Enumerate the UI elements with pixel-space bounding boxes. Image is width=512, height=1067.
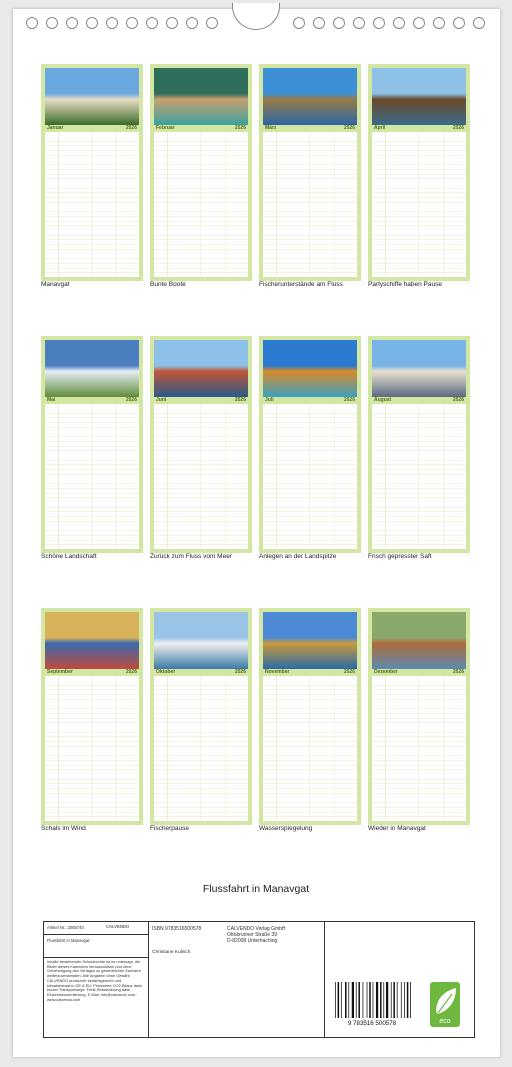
month-year: 2026 [234, 125, 246, 131]
day-grid [263, 132, 357, 277]
month-caption: Frisch gepresster Saft [368, 553, 432, 560]
month-caption: Bunte Boote [150, 281, 186, 288]
month-header [45, 669, 139, 676]
month-sheet [368, 64, 470, 281]
month-header [45, 397, 139, 404]
month-caption: Zurück zum Fluss vom Meer [150, 553, 232, 560]
month-sheet [150, 64, 252, 281]
product-title: Flussfahrt in Manavgat [47, 938, 90, 943]
isbn: ISBN 9783516500578 [152, 926, 202, 932]
binding-ring [206, 17, 218, 29]
month-name: August [374, 397, 392, 403]
calvendo-logo: CALVENDO [106, 924, 130, 929]
month-name: April [374, 125, 386, 131]
binding-ring [353, 17, 365, 29]
binding-ring [433, 17, 445, 29]
footer-left-column [44, 922, 149, 1037]
binding-ring [126, 17, 138, 29]
month-header [154, 397, 248, 404]
month-header [263, 669, 357, 676]
month-sheet [368, 608, 470, 825]
binding-ring [86, 17, 98, 29]
barcode-number: 9 783516 500578 [347, 1020, 397, 1026]
month-name: März [265, 125, 277, 131]
month-sheet [368, 336, 470, 553]
publisher-name: CALVENDO Verlag GmbH [227, 926, 286, 932]
binding-ring [146, 17, 158, 29]
month-caption: Anlegen an der Landspitze [259, 553, 337, 560]
article-number: Artikel Nr.: 2065740 [47, 925, 84, 930]
month-year: 2026 [343, 125, 355, 131]
month-caption: Manavgat [41, 281, 70, 288]
month-header [372, 669, 466, 676]
month-year: 2026 [234, 669, 246, 675]
month-photo [45, 612, 139, 669]
month-caption: Wasserspiegelung [259, 825, 313, 832]
binding-ring [166, 17, 178, 29]
eco-badge [430, 982, 460, 1027]
month-sheet [41, 64, 143, 281]
month-year: 2026 [343, 669, 355, 675]
month-photo [372, 68, 466, 125]
month-caption: Fischerpause [150, 825, 190, 832]
month-header [372, 125, 466, 132]
month-name: Mai [47, 397, 56, 403]
month-sheet [41, 608, 143, 825]
day-grid [372, 676, 466, 821]
month-year: 2026 [234, 397, 246, 403]
month-year: 2026 [125, 125, 137, 131]
month-name: November [265, 669, 290, 675]
month-header [45, 125, 139, 132]
month-year: 2026 [452, 669, 464, 675]
leaf-icon [430, 982, 460, 1027]
month-photo [372, 612, 466, 669]
month-name: Juni [156, 397, 167, 403]
month-caption: Schöne Landschaft [41, 553, 97, 560]
month-header [154, 669, 248, 676]
footer-imprint [43, 921, 475, 1038]
day-grid [45, 404, 139, 549]
month-year: 2026 [452, 125, 464, 131]
month-caption: Partyschiffe haben Pause [368, 281, 442, 288]
month-name: Februar [156, 125, 175, 131]
binding-ring [333, 17, 345, 29]
month-caption: Schals im Wind [41, 825, 86, 832]
day-grid [45, 676, 139, 821]
month-caption: Fischerunterstände am Fluss [259, 281, 343, 288]
month-year: 2026 [125, 669, 137, 675]
day-grid [263, 404, 357, 549]
month-header [263, 125, 357, 132]
binding-ring [106, 17, 118, 29]
month-photo [154, 68, 248, 125]
eco-label: eco [439, 1018, 451, 1025]
month-header [263, 397, 357, 404]
day-grid [154, 132, 248, 277]
month-sheet [150, 608, 252, 825]
day-grid [263, 676, 357, 821]
binding-ring [26, 17, 38, 29]
month-name: Oktober [156, 669, 176, 675]
month-header [154, 125, 248, 132]
binding-ring [453, 17, 465, 29]
footer-center-column [148, 922, 325, 1037]
binding-ring [313, 17, 325, 29]
calendar-title: Flussfahrt in Manavgat [202, 883, 310, 895]
month-photo [263, 340, 357, 397]
month-photo [372, 340, 466, 397]
month-photo [45, 340, 139, 397]
month-photo [263, 68, 357, 125]
month-photo [263, 612, 357, 669]
publisher-street: Ottobrunner Straße 39 [227, 932, 278, 938]
binding-ring [186, 17, 198, 29]
month-sheet [259, 608, 361, 825]
binding-ring [293, 17, 305, 29]
month-sheet [150, 336, 252, 553]
day-grid [154, 676, 248, 821]
month-photo [45, 68, 139, 125]
month-sheet [259, 64, 361, 281]
day-grid [372, 132, 466, 277]
month-year: 2026 [452, 397, 464, 403]
author: Christiane Kulisch [152, 950, 191, 955]
legal-notice: Inhalte bestehender Schutzrechte ist es untersagt, die Bilder dieses Kalenders herauszulösen und ohne Genehmigung des Verlages zu gewerblichen Zwecken weiterzuverwenden. Alle Angaben ohne Gewähr. CALVENDO produziert bedarfsgerecht und klimabewusst in DE & EU. Preiswerte CO2-Bilanz dank kurzer Transportwege. Fehlt-Reklamierung dank Einzeldokumentierung. E-Mail: info@calvendo.com · www.calvendo.com [47, 959, 143, 1002]
month-year: 2026 [343, 397, 355, 403]
month-photo [154, 612, 248, 669]
binding-ring [46, 17, 58, 29]
binding-ring [393, 17, 405, 29]
month-sheet [259, 336, 361, 553]
month-sheet [41, 336, 143, 553]
month-name: September [47, 669, 73, 675]
day-grid [45, 132, 139, 277]
month-name: Dezember [374, 669, 398, 675]
day-grid [372, 404, 466, 549]
isbn-barcode [333, 980, 411, 1026]
binding-ring [473, 17, 485, 29]
month-header [372, 397, 466, 404]
day-grid [154, 404, 248, 549]
binding-ring [413, 17, 425, 29]
month-name: Juli [265, 397, 274, 403]
month-name: Januar [47, 125, 64, 131]
binding-ring [66, 17, 78, 29]
publisher-city: D-82008 Unterhaching [227, 938, 278, 944]
month-caption: Wieder in Manavgat [368, 825, 426, 832]
binding-ring [373, 17, 385, 29]
month-year: 2026 [125, 397, 137, 403]
month-photo [154, 340, 248, 397]
